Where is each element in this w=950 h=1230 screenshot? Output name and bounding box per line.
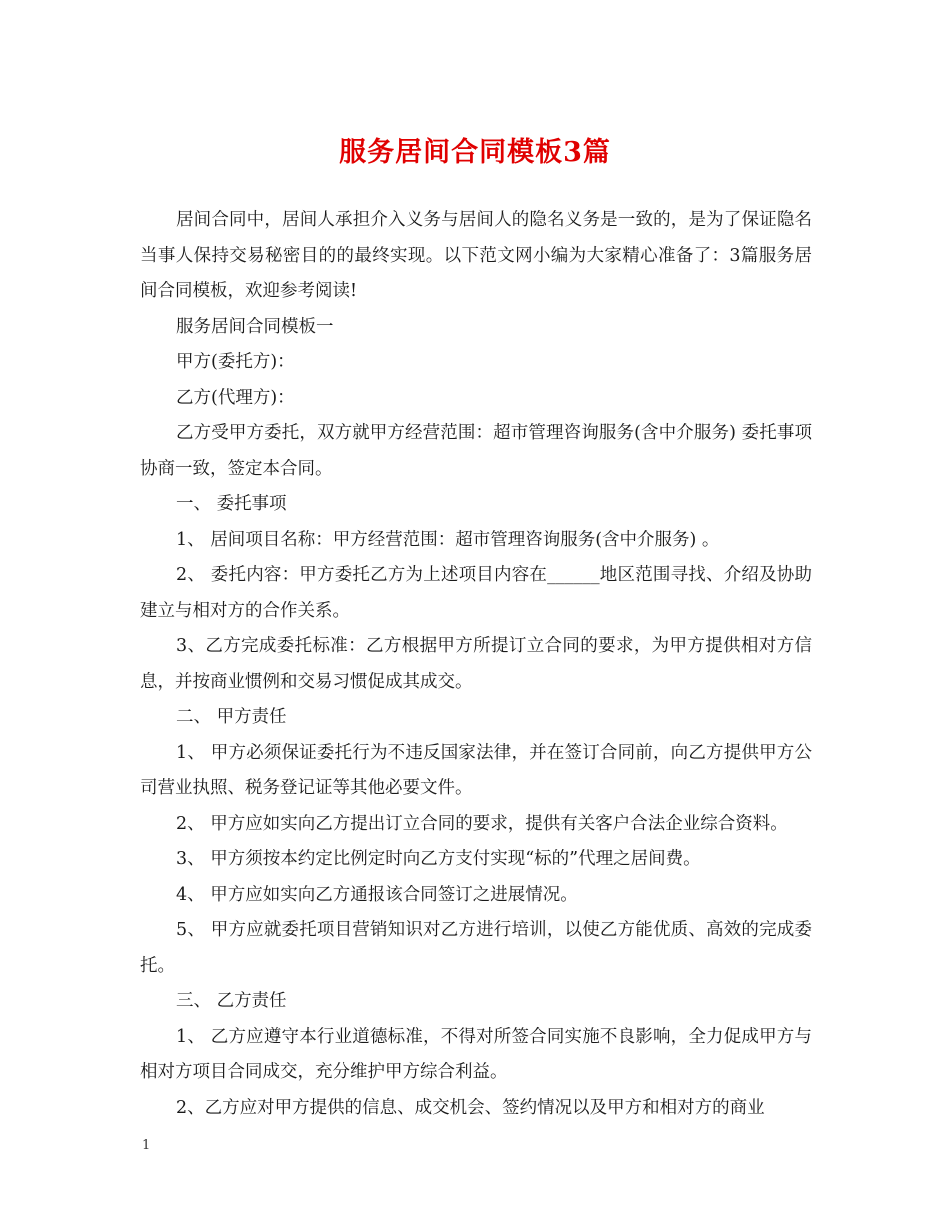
- clause-1-3: 3、乙方完成委托标准：乙方根据甲方所提订立合同的要求，为甲方提供相对方信息，并按商业惯例和交易习惯促成其成交。: [140, 636, 812, 692]
- clause-2-3: 3、 甲方须按本约定比例定时向乙方支付实现“标的”代理之居间费。: [176, 849, 701, 869]
- clause-2-4: 4、 甲方应如实向乙方通报该合同签订之进展情况。: [176, 884, 578, 905]
- document-title: 服务居间合同模板3篇: [339, 137, 611, 168]
- clause-2-5: 5、 甲方应就委托项目营销知识对乙方进行培训，以使乙方能优质、高效的完成委托。: [140, 920, 812, 976]
- paragraph-party-a: 甲方(委托方)：: [176, 352, 295, 372]
- section-heading-3: 三、 乙方责任: [176, 991, 287, 1011]
- clause-2-1: 1、 甲方必须保证委托行为不违反国家法律，并在签订合同前，向乙方提供甲方公司营业执照、税务登记证等其他必要文件。: [140, 742, 812, 798]
- section-heading-2: 二、 甲方责任: [176, 707, 287, 727]
- paragraph-intro: 居间合同中，居间人承担介入义务与居间人的隐名义务是一致的，是为了保证隐名当事人保持交易秘密目的的最终实现。以下范文网小编为大家精心准备了：3篇服务居间合同模板，欢迎参考阅读!: [140, 210, 812, 301]
- clause-1-1: 1、 居间项目名称：甲方经营范围：超市管理咨询服务(含中介服务) 。: [176, 529, 720, 550]
- paragraph-template-heading: 服务居间合同模板一: [176, 316, 334, 337]
- clause-2-2: 2、 甲方应如实向乙方提出订立合同的要求，提供有关客户合法企业综合资料。: [176, 813, 788, 834]
- page-number: 1: [142, 1138, 151, 1153]
- section-heading-1: 一、 委托事项: [176, 494, 287, 514]
- clause-3-1: 1、 乙方应遵守本行业道德标准，不得对所签合同实施不良影响，全力促成甲方与相对方项目合同成交，充分维护甲方综合利益。: [140, 1026, 812, 1082]
- paragraph-agreement: 乙方受甲方委托，双方就甲方经营范围：超市管理咨询服务(含中介服务) 委托事项协商一致，签定本合同。: [140, 423, 812, 479]
- paragraph-party-b: 乙方(代理方)：: [176, 387, 295, 408]
- clause-1-2: 2、 委托内容：甲方委托乙方为上述项目内容在______地区范围寻找、介绍及协助建立与相对方的合作关系。: [140, 565, 812, 621]
- document-body: [140, 203, 812, 1126]
- clause-3-2: 2、乙方应对甲方提供的信息、成交机会、签约情况以及甲方和相对方的商业: [176, 1097, 765, 1118]
